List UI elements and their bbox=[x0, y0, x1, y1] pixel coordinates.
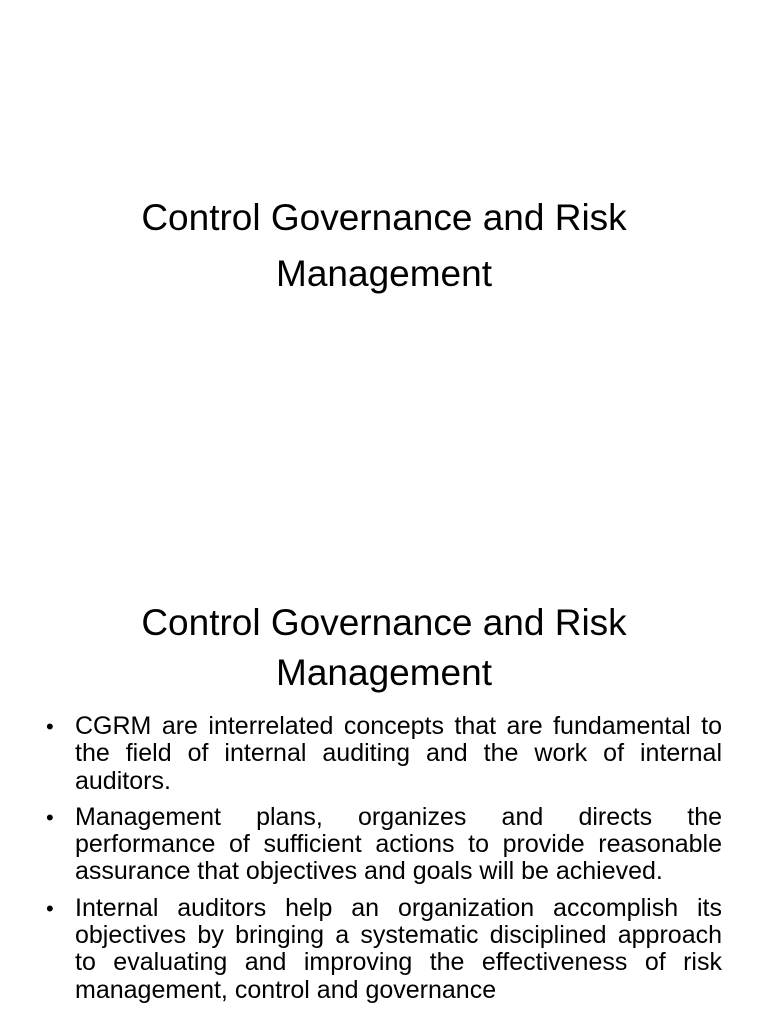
slide-title: Control Governance and Risk Management bbox=[141, 197, 627, 294]
bullet-text: CGRM are interrelated concepts that are fundamental to the field of internal auditing and the work of internal auditors. bbox=[75, 712, 722, 795]
bullet-item bbox=[46, 713, 722, 795]
bullet-text: Internal auditors help an organization accomplish its objectives by bringing a systematic disciplined approach to evaluating and improving the effectiveness of risk management, control and governance bbox=[75, 893, 722, 1004]
bullet-icon: • bbox=[46, 804, 54, 830]
content-slide bbox=[0, 576, 768, 1024]
bullet-item bbox=[46, 804, 722, 886]
bullet-text: Management plans, organizes and directs the performance of sufficient actions to provide reasonable assurance that objectives and goals will be achieved. bbox=[75, 802, 722, 886]
bullet-list bbox=[46, 713, 722, 1013]
bullet-item bbox=[46, 895, 722, 1004]
slide-title: Control Governance and Risk Management bbox=[141, 602, 627, 693]
bullet-icon: • bbox=[46, 714, 54, 739]
bullet-icon: • bbox=[46, 895, 54, 921]
